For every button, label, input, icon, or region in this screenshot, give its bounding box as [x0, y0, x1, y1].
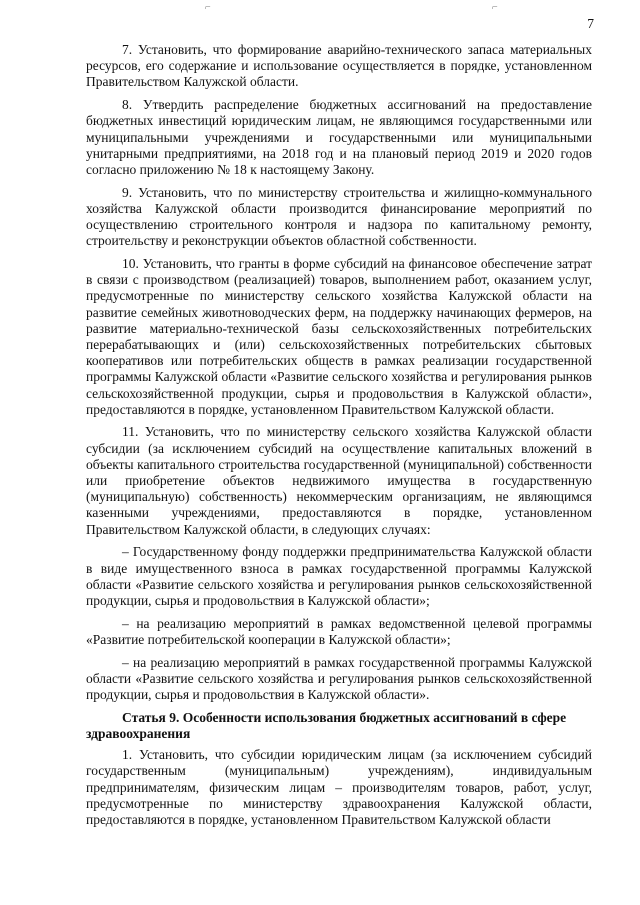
paragraph-11: 11. Установить, что по министерству сельского хозяйства Калужской области субсидии (за исключением субсидий на осуществление капитальных вложений в объекты капитального строительства государственной (муниципальной) собственности или приобретение объектов недвижимого имущества в государственную (муниципальную) собственность) некоммерческим организациям, не являющимся казенными учреждениями, предоставляются в порядке, установленном Правительством Калужской области, в следующих случаях:: [86, 424, 592, 537]
document-body: [86, 42, 592, 835]
paragraph-7: 7. Установить, что формирование аварийно-технического запаса материальных ресурсов, его содержание и использование осуществляется в порядке, установленном Правительством Калужской области.: [86, 42, 592, 90]
article-9-heading: Статья 9. Особенности использования бюджетных ассигнований в сфере здравоохранения: [86, 709, 567, 741]
scan-artifact: ⌐: [492, 2, 498, 13]
page-number: 7: [587, 16, 594, 31]
list-item-dash-3: – на реализацию мероприятий в рамках государственной программы Калужской области «Развитие сельского хозяйства и регулирования рынков сельскохозяйственной продукции, сырья и продовольствия в Калужской области».: [86, 654, 592, 703]
paragraph-10: 10. Установить, что гранты в форме субсидий на финансовое обеспечение затрат в связи с производством (реализацией) товаров, выполнением работ, оказанием услуг, предусмотренные по министерству сельского хозяйства Калужской области на развитие семейных животноводческих ферм, на поддержку начинающих фермеров, на развитие материально-технической базы сельскохозяйственных потребительских перерабатывающих и (или) сельскохозяйственных потребительских сбытовых кооперативов или потребительских обществ в рамках реализации государственной программы Калужской области «Развитие сельского хозяйства и регулирования рынков сельскохозяйственной продукции, сырья и продовольствия в Калужской области», предоставляются в порядке, установленном Правительством Калужской области.: [86, 255, 592, 417]
list-item-dash-2: – на реализацию мероприятий в рамках ведомственной целевой программы «Развитие потребительской кооперации в Калужской области»;: [86, 615, 592, 647]
scan-artifact: ⌐: [205, 2, 211, 13]
paragraph-9: 9. Установить, что по министерству строительства и жилищно-коммунального хозяйства Калужской области производится финансирование мероприятий по осуществлению строительного контроля и надзора по капитальному ремонту, строительству и реконструкции объектов областной собственности.: [86, 184, 592, 249]
paragraph-8: 8. Утвердить распределение бюджетных ассигнований на предоставление бюджетных инвестиций юридическим лицам, не являющимся государственными или муниципальными учреждениями и государственными или муниципальными унитарными предприятиями, на 2018 год и на плановый период 2019 и 2020 годов согласно приложению № 18 к настоящему Закону.: [86, 97, 592, 177]
article-9-paragraph-1: 1. Установить, что субсидии юридическим лицам (за исключением субсидий государственным (муниципальным) учреждениям), индивидуальным предпринимателям, физическим лицам – производителям товаров, работ, услуг, предусмотренные по министерству здравоохранения Калужской области, предоставляются в порядке, установленном Правительством Калужской области: [86, 747, 592, 827]
list-item-dash-1: – Государственному фонду поддержки предпринимательства Калужской области в виде имущественного взноса в рамках государственной программы Калужской области «Развитие сельского хозяйства и регулирования рынков сельскохозяйственной продукции, сырья и продовольствия в Калужской области»;: [86, 544, 592, 608]
